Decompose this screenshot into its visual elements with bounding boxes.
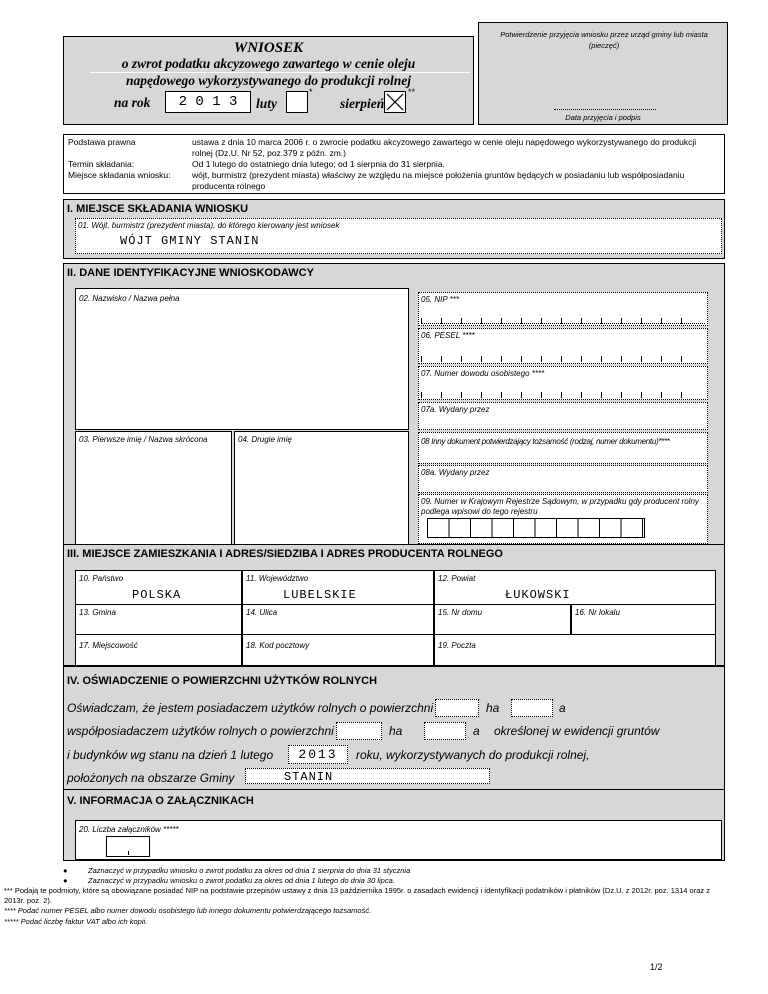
section-2: [63, 263, 725, 547]
apartment-number-field[interactable]: [571, 604, 716, 636]
checked-x-icon: [385, 92, 405, 112]
section-5: [63, 789, 725, 861]
section-4: [63, 666, 725, 790]
statement-line-3: i budynków wg stanu na dzień 1 lutego: [67, 748, 274, 762]
commune-field[interactable]: [75, 604, 242, 636]
other-document-issuer-label: 08a. Wydany przez: [421, 468, 490, 477]
commune-input[interactable]: STANIN: [245, 768, 490, 784]
year-label: na rok: [114, 95, 151, 110]
stamp-box: [478, 22, 728, 125]
header-box: [63, 36, 474, 125]
statement-line-2: współposiadaczem użytków rolnych o powierzchni: [67, 724, 334, 738]
page-number: 1/2: [650, 962, 663, 972]
authority-label: 01. Wójt, burmistrz (prezydent miasta), do którego kierowany jest wniosek: [78, 221, 340, 230]
date-label: Data przyjęcia i podpis: [565, 113, 641, 122]
year-field[interactable]: 2 0 1 3: [165, 91, 251, 113]
krs-boxes[interactable]: [427, 518, 645, 538]
attachments-label: 20. Liczba załączników *****: [79, 825, 179, 834]
other-document-label: 08 Inny dokument potwierdzający tożsamość (rodzaj, numer dokumentu)****: [421, 437, 670, 446]
krs-field[interactable]: [418, 494, 708, 544]
sierpien-label: sierpień: [340, 96, 385, 111]
area-a-2[interactable]: [424, 722, 466, 740]
country-label: 10. Państwo: [79, 574, 124, 583]
nip-digit-ticks: [421, 318, 701, 324]
postal-code-field[interactable]: [242, 634, 434, 666]
first-name-label: 03. Pierwsze imię / Nazwa skrócona: [79, 435, 208, 444]
info-box: [63, 134, 725, 194]
street-label: 14. Ulica: [246, 608, 278, 617]
surname-field[interactable]: [75, 288, 409, 430]
year-input[interactable]: 2013: [288, 745, 348, 764]
country-value: POLSKA: [132, 588, 182, 602]
a-unit-1: a: [559, 701, 566, 715]
section-4-title: IV. OŚWIADCZENIE O POWIERZCHNI UŻYTKÓW ROLNYCH: [67, 675, 378, 687]
nip-label: 05. NIP ***: [421, 295, 459, 304]
town-field[interactable]: [75, 634, 242, 666]
a-unit-2: a: [473, 724, 480, 738]
stamp-label: Potwierdzenie przyjęcia wniosku przez urząd gminy lub miasta (pieczęć): [500, 30, 708, 50]
sierpien-checkbox[interactable]: [384, 91, 406, 113]
statement-line-3-end: roku, wykorzystywanych do produkcji rolnej,: [356, 748, 590, 762]
podstawa-value: ustawa z dnia 10 marca 2006 r. o zwrocie podatku akcyzowego zawartego w cenie oleju napędowego wykorzystywanego do produkcji rolnej (Dz.U. Nr 52, poz.379 z późn. zm.): [192, 137, 697, 158]
section-3: [63, 544, 725, 666]
statement-line-2-end: określonej w ewidencji gruntów: [494, 724, 660, 738]
section-3-title: III. MIEJSCE ZAMIESZKANIA I ADRES/SIEDZIBA I ADRES PRODUCENTA ROLNEGO: [67, 548, 503, 560]
area-a-1[interactable]: [511, 699, 553, 717]
section-1-title: I. MIEJSCE SKŁADANIA WNIOSKU: [67, 203, 249, 215]
footnotes: [63, 866, 723, 886]
bullet-icon: ●: [63, 876, 68, 885]
post-office-label: 19. Poczta: [438, 641, 476, 650]
voivodeship-label: 11. Województwo: [246, 574, 309, 583]
id-digit-ticks: [421, 392, 701, 398]
postal-code-label: 18. Kod pocztowy: [246, 641, 310, 650]
apartment-number-label: 16. Nr lokalu: [575, 608, 620, 617]
county-value: ŁUKOWSKI: [505, 588, 571, 602]
form-subtitle-2: napędowego wykorzystywanego do produkcji rolnej: [125, 73, 411, 88]
pesel-label: 06. PESEL ****: [421, 331, 475, 340]
authority-value: WÓJT GMINY STANIN: [120, 234, 260, 248]
area-ha-1[interactable]: [435, 699, 479, 717]
county-label: 12. Powiat: [438, 574, 476, 583]
section-1: [63, 199, 725, 259]
podstawa-label: Podstawa prawna: [68, 137, 136, 147]
id-issuer-field[interactable]: [418, 402, 708, 430]
voivodeship-field[interactable]: [242, 570, 434, 606]
footnote-3: *** Podają te podmioty, które są obowiązane posiadać NIP na podstawie przepisów ustawy z dnia 13 października 1995r. o zasadach ewidencji i identyfikacji podatników i płatników (Dz.U. z 2012r. poz. 1314 oraz z 2013r. poz. 2).: [4, 886, 710, 905]
footnote-2-text: Zaznaczyć w przypadku wniosku o zwrot podatku za okres od dnia 1 lutego do dnia 30 lipca.: [88, 876, 395, 885]
luty-label: luty: [256, 96, 278, 111]
authority-field[interactable]: [75, 218, 722, 254]
first-name-field[interactable]: [75, 431, 232, 549]
luty-checkbox[interactable]: [286, 91, 308, 113]
form-subtitle-1: o zwrot podatku akcyzowego zawartego w cenie oleju: [121, 56, 416, 71]
bullet-icon: ●: [63, 866, 68, 875]
luty-mark: *: [309, 87, 313, 97]
house-number-field[interactable]: [434, 604, 571, 636]
house-number-label: 15. Nr domu: [438, 608, 483, 617]
id-number-label: 07. Numer dowodu osobistego ****: [421, 369, 545, 378]
town-label: 17. Miejscowość: [79, 641, 138, 650]
other-document-issuer-field[interactable]: [418, 465, 708, 493]
surname-label: 02. Nazwisko / Nazwa pełna: [79, 294, 180, 303]
statement-line-4: położonych na obszarze Gminy: [67, 771, 235, 785]
area-ha-2[interactable]: [336, 722, 382, 740]
statement-line-1: Oświadczam, że jestem posiadaczem użytków rolnych o powierzchni: [67, 701, 434, 715]
footnote-4: **** Podać numer PESEL albo numer dowodu osobistego lub innego dokumentu potwierdzającego tożsamość.: [4, 906, 372, 915]
post-office-field[interactable]: [434, 634, 716, 666]
termin-label: Termin składania:: [68, 159, 135, 169]
ha-unit-2: ha: [389, 724, 403, 738]
miejsce-label: Miejsce składania wniosku:: [68, 170, 171, 180]
form-title: WNIOSEK: [233, 40, 304, 56]
other-document-field[interactable]: [418, 432, 708, 464]
commune-label: 13. Gmina: [79, 608, 116, 617]
country-field[interactable]: [75, 570, 242, 606]
miejsce-value: wójt, burmistrz (prezydent miasta) właściwy ze względu na miejsce położenia gruntów będących w posiadaniu lub współposiadaniu producenta rolnego: [192, 170, 685, 191]
attachments-count-box[interactable]: [106, 836, 150, 857]
sierpien-mark: **: [408, 87, 416, 97]
voivodeship-value: LUBELSKIE: [283, 588, 357, 602]
footnote-5: ***** Podać liczbę faktur VAT albo ich kopii.: [4, 917, 148, 926]
id-issuer-label: 07a. Wydany przez: [421, 405, 490, 414]
footnote-1: [63, 866, 723, 876]
krs-label: 09. Numer w Krajowym Rejestrze Sądowym, w przypadku gdy producent rolny podlega wpisowi do tego rejestru: [421, 497, 699, 516]
second-name-field[interactable]: [234, 431, 409, 549]
pesel-digit-ticks: [421, 356, 701, 362]
footnote-1-text: Zaznaczyć w przypadku wniosku o zwrot podatku za okres od dnia 1 sierpnia do dnia 31 stycznia: [88, 866, 411, 875]
footnote-2: [63, 876, 723, 886]
county-field[interactable]: [434, 570, 716, 606]
section-2-title: II. DANE IDENTYFIKACYJNE WNIOSKODAWCY: [67, 267, 314, 279]
termin-value: Od 1 lutego do ostatniego dnia lutego; od 1 sierpnia do 31 sierpnia.: [192, 159, 445, 169]
attachments-field[interactable]: [75, 820, 722, 860]
ha-unit-1: ha: [486, 701, 500, 715]
street-field[interactable]: [242, 604, 434, 636]
second-name-label: 04. Drugie imię: [238, 435, 292, 444]
section-5-title: V. INFORMACJA O ZAŁĄCZNIKACH: [67, 795, 254, 807]
